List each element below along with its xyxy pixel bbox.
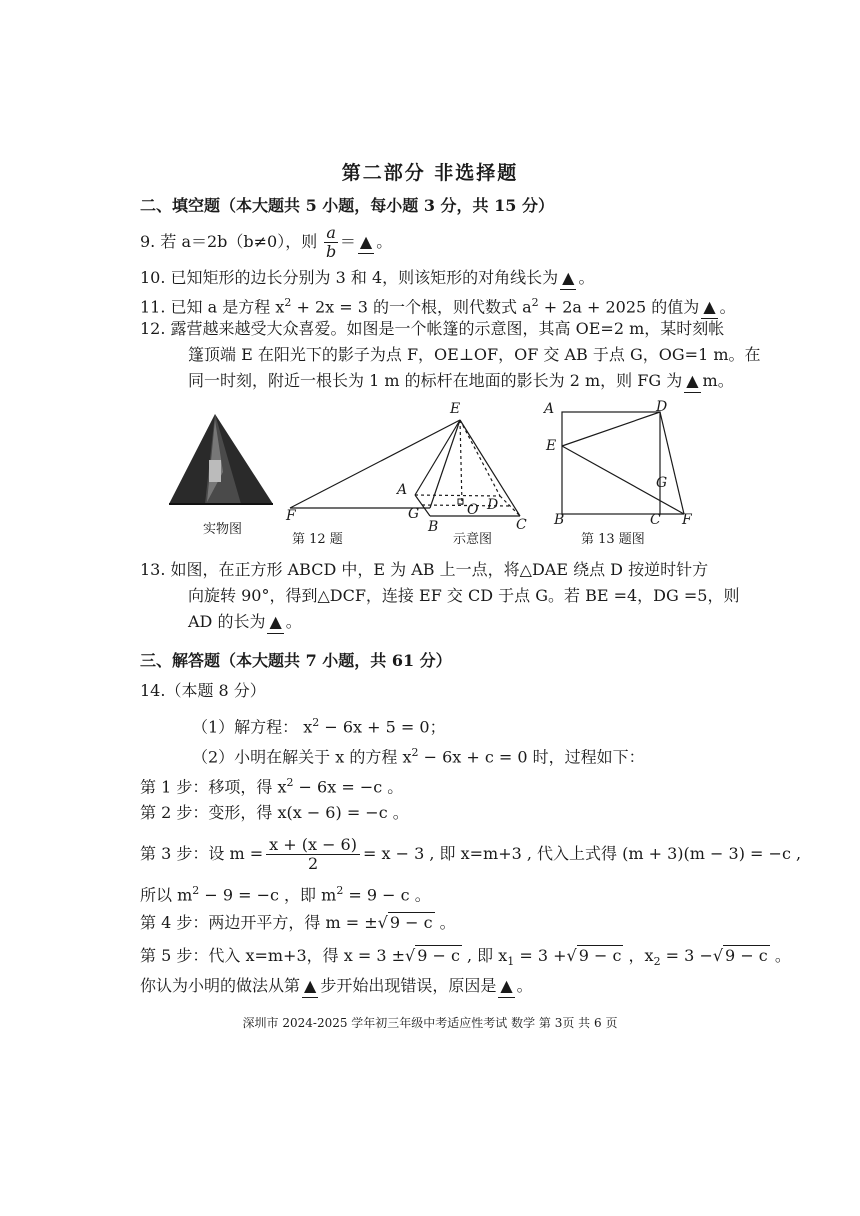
square-rotation-diagram <box>556 408 696 518</box>
question-12-line3: 同一时刻，附近一根长为 1 m 的标杆在地面的影长为 2 m，则 FG 为 ▲ m。 <box>188 370 734 393</box>
fig13-caption: 第 13 题图 <box>581 532 645 547</box>
q14-question: 你认为小明的做法从第 ▲ 步开始出现错误，原因是 ▲ 。 <box>140 975 533 998</box>
q9-text: 若 a＝2b（b≠0），则 <box>160 232 318 251</box>
tent-photo-image <box>165 412 277 512</box>
q10-text: 10. 已知矩形的边长分别为 3 和 4，则该矩形的对角线长为 <box>140 268 559 287</box>
q14-step3: 第 3 步：设 m = $\frac{x + (x - 6)}{2}$ = x − 3 , 即 x=m+3 , 代入上式得 (m + 3)(m − 3) = −c , <box>140 835 802 873</box>
question-14-heading: 14.（本题 8 分） <box>140 681 266 700</box>
q14-part1: （1）解方程： $x^2 - 6x + 5 = 0$； <box>192 716 446 737</box>
label-C-13: C <box>650 512 661 528</box>
q9-answer-blank[interactable]: ▲ <box>358 231 374 254</box>
question-13-line3: AD 的长为 ▲ 。 <box>188 611 302 634</box>
q14-step3-fraction: $\frac{x + (x - 6)}{2}$ <box>266 836 360 873</box>
q14-part2: （2）小明在解关于 x 的方程 $x^2 - 6x + c = 0$ 时，过程如下： <box>192 746 645 767</box>
label-D-13: D <box>656 399 668 415</box>
label-D-12: D <box>487 497 499 513</box>
question-12-line1: 12. 露营越来越受大众喜爱。如图是一个帐篷的示意图，其高 OE=2 m，某时刻帐 <box>140 319 725 338</box>
label-G-13: G <box>656 475 668 491</box>
q14-step1: 第 1 步：移项，得 $x^2 - 6x = -c$ 。 <box>140 776 404 797</box>
section-solve-heading: 三、解答题（本大题共 7 小题，共 61 分） <box>140 651 452 670</box>
label-A-13: A <box>544 401 555 417</box>
question-13-line1: 13. 如图，在正方形 ABCD 中，E 为 AB 上一点，将△DAE 绕点 D 按逆时针方 <box>140 560 709 579</box>
question-13-line2: 向旋转 90°，得到△DCF，连接 EF 交 CD 于点 G。若 BE =4，DG =5，则 <box>188 586 740 605</box>
q14-step5: 第 5 步：代入 x=m+3，得 x = 3 ±√ 9 − c , 即 $x_1 = 3$ +√ 9 − c ，$x_2 = 3$ −√ 9 − c 。 <box>140 946 791 969</box>
question-9: 9. 若 a＝2b（b≠0），则 $\frac{a}{b}$ ＝ ▲ 。 <box>140 223 393 261</box>
q14-reason-blank[interactable]: ▲ <box>498 975 514 998</box>
label-E-13: E <box>546 438 557 454</box>
question-10: 10. 已知矩形的边长分别为 3 和 4，则该矩形的对角线长为 ▲ 。 <box>140 267 594 290</box>
q14-step4: 第 4 步：两边开平方，得 m = ±√ 9 − c 。 <box>140 913 456 932</box>
label-E-12: E <box>450 401 461 417</box>
label-B-12: B <box>428 519 439 535</box>
question-12-line2: 篷顶端 E 在阳光下的影子为点 F，OE⊥OF，OF 交 AB 于点 G，OG=1 m。在 <box>188 345 761 364</box>
q9-fraction: $\frac{a}{b}$ <box>325 223 337 261</box>
page-title: 第二部分 非选择题 <box>341 162 519 184</box>
question-11: 11. 已知 a 是方程 $x^2 + 2x = 3$ 的一个根，则代数式 $a^2 + 2a + 2025$ 的值为 ▲ 。 <box>140 292 736 319</box>
photo-caption: 实物图 <box>203 522 243 537</box>
q14-step-blank[interactable]: ▲ <box>302 975 318 998</box>
label-A-12: A <box>397 482 408 498</box>
label-F-12: F <box>286 508 296 524</box>
q14-step2: 第 2 步：变形，得 x(x − 6) = −c 。 <box>140 803 409 822</box>
q12-answer-blank[interactable]: ▲ <box>684 370 700 393</box>
q14-step3-continued: 所以 $m^2 - 9 = -c$ ，即 $m^2 = 9 - c$ 。 <box>140 884 431 905</box>
label-O-12: O <box>467 502 479 518</box>
section-fill-in-heading: 二、填空题（本大题共 5 小题，每小题 3 分，共 15 分） <box>140 196 554 215</box>
label-C-12: C <box>516 517 527 533</box>
fig12-caption: 第 12 题 <box>292 532 343 547</box>
label-G-12: G <box>408 506 420 522</box>
q13-answer-blank[interactable]: ▲ <box>267 611 283 634</box>
q9-number: 9. <box>140 232 156 251</box>
page-footer: 深圳市 2024-2025 学年初三年级中考适应性考试 数学 第 3页 共 6 页 <box>242 1016 618 1030</box>
schematic-caption: 示意图 <box>453 532 493 547</box>
q11-answer-blank[interactable]: ▲ <box>701 296 717 319</box>
q10-answer-blank[interactable]: ▲ <box>560 267 576 290</box>
label-F-13: F <box>682 512 692 528</box>
label-B-13: B <box>554 512 565 528</box>
